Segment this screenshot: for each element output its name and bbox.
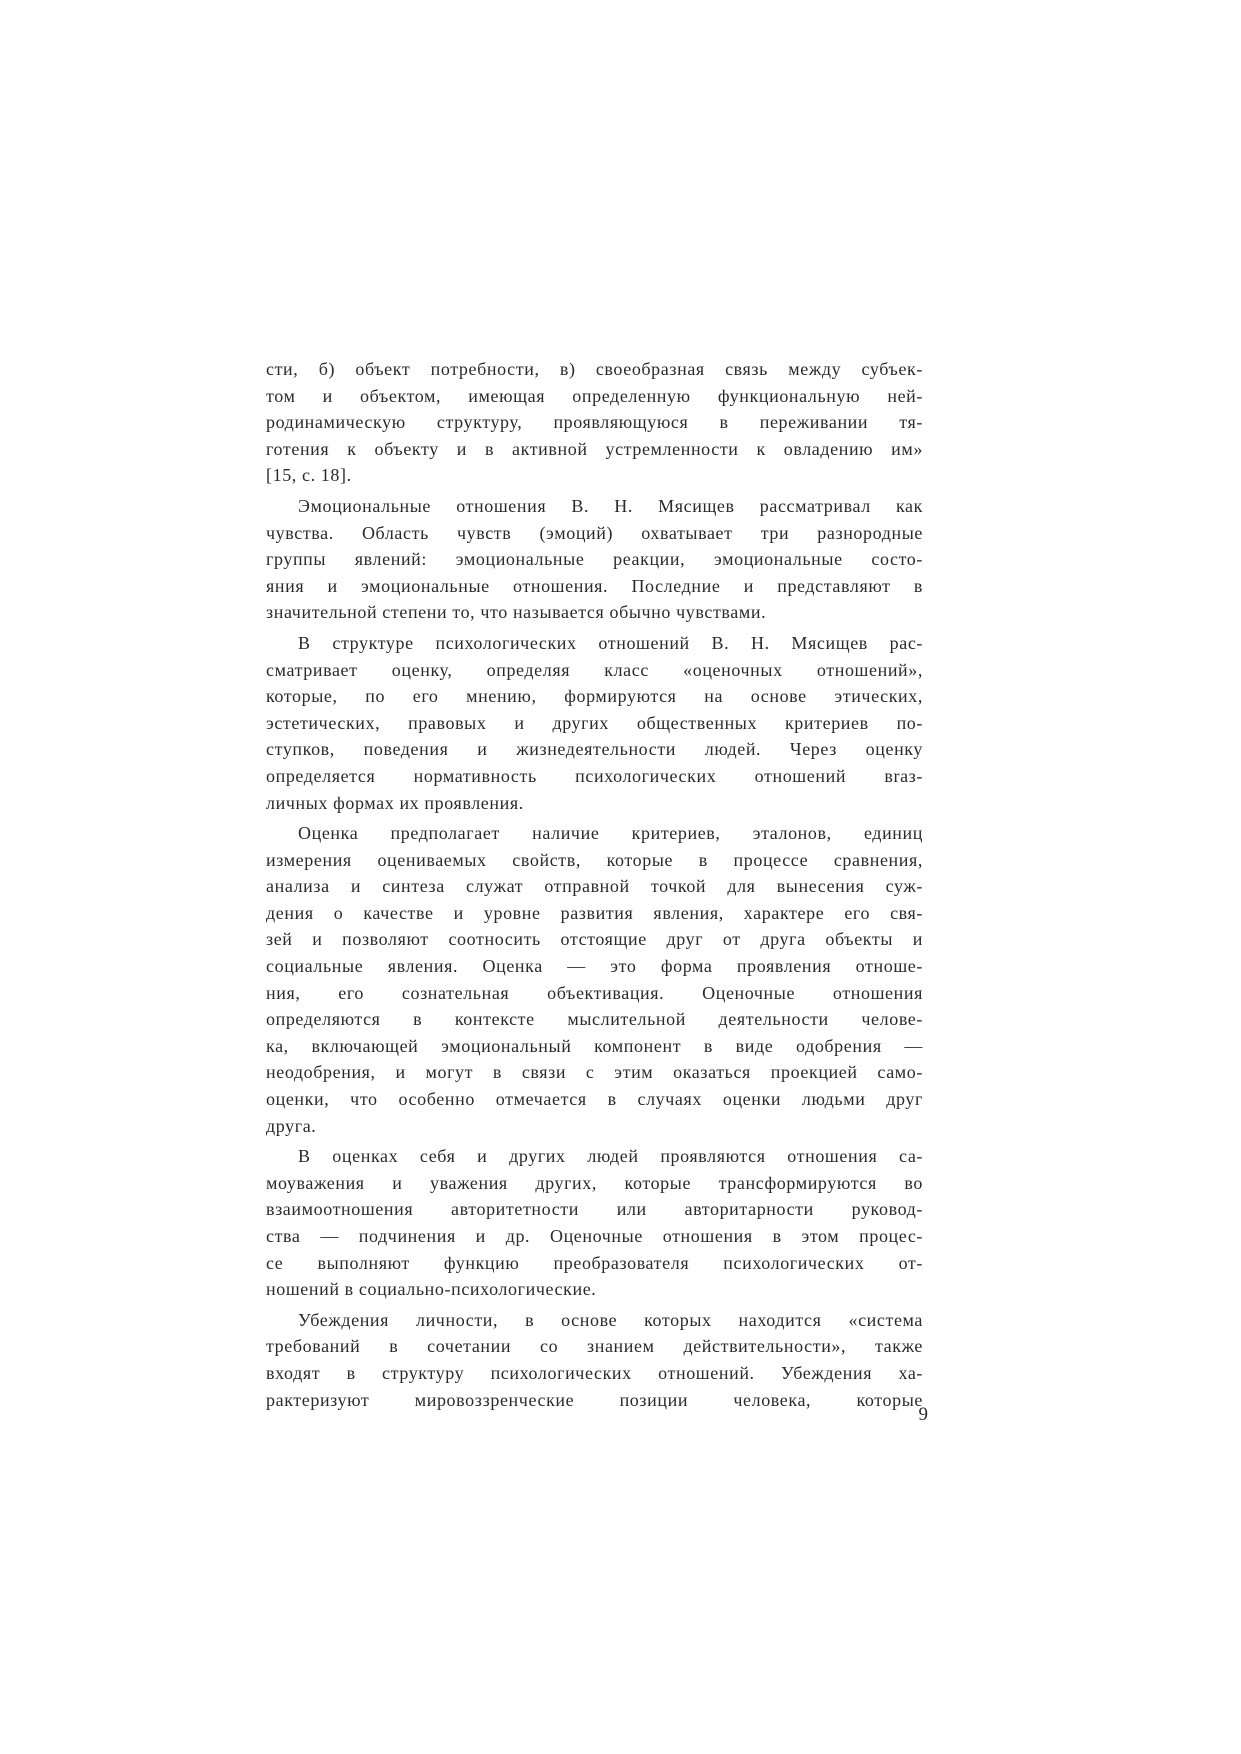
text-line: определяется нормативность психологических отношений вraз- (266, 765, 923, 786)
paragraph-1 (266, 356, 923, 489)
text-line: оценки, что особенно отмечается в случаях оценки людьми друг (266, 1089, 923, 1110)
page-number: 9 (918, 1404, 928, 1425)
text-line: социальные явления. Оценка — это форма проявления отноше- (266, 956, 923, 977)
text-line: эстетических, правовых и других общественных критериев по- (266, 712, 923, 733)
text-line: взаимоотношения авторитетности или авторитарности руковод- (266, 1199, 923, 1220)
text-line: Оценка предполагает наличие критериев, эталонов, единиц (298, 823, 923, 844)
text-line: личных формах их проявления. (266, 792, 524, 813)
text-line: ношений в социально-психологические. (266, 1279, 597, 1300)
text-line: яния и эмоциональные отношения. Последние и представляют в (266, 575, 923, 596)
body-text (266, 356, 923, 1413)
text-line: моуважения и уважения других, которые трансформируются во (266, 1172, 923, 1193)
text-line: значительной степени то, что называется обычно чувствами. (266, 602, 767, 623)
text-line: В оценках себя и других людей проявляются отношения са- (298, 1146, 923, 1167)
text-line: ка, включающей эмоциональный компонент в виде одобрения — (266, 1035, 923, 1056)
paragraph-3 (266, 630, 923, 816)
text-line: входят в структуру психологических отношений. Убеждения ха- (266, 1362, 923, 1383)
text-line: определяются в контексте мыслительной деятельности челове- (266, 1009, 923, 1030)
text-line: зей и позволяют соотносить отстоящие друг от друга объекты и (266, 929, 923, 950)
paragraph-2 (266, 493, 923, 626)
paragraph-5 (266, 1143, 923, 1303)
text-line: готения к объекту и в активной устремленности к овладению им» (266, 438, 923, 459)
text-line: чувства. Область чувств (эмоций) охватывает три разнородные (266, 522, 923, 543)
text-line: В структуре психологических отношений В. Н. Мясищев рас- (298, 632, 923, 653)
text-line: сти, б) объект потребности, в) своеобразная связь между субъек- (266, 359, 923, 379)
text-line: рактеризуют мировоззренческие позиции человека, которые (266, 1389, 923, 1410)
text-line: [15, с. 18]. (266, 465, 352, 486)
paragraph-6 (266, 1307, 923, 1413)
text-line: неодобрения, и могут в связи с этим оказаться проекцией само- (266, 1062, 923, 1083)
text-line: родинамическую структуру, проявляющуюся в переживании тя- (266, 412, 923, 433)
text-line: Убеждения личности, в основе которых находится «система (298, 1309, 923, 1330)
text-line: друга. (266, 1115, 317, 1136)
text-line: измерения оцениваемых свойств, которые в процессе сравнения, (266, 849, 923, 870)
text-line: дения о качестве и уровне развития явления, характере его свя- (266, 902, 923, 923)
text-line: анализа и синтеза служат отправной точкой для вынесения суж- (266, 876, 923, 897)
text-line: том и объектом, имеющая определенную функциональную ней- (266, 385, 923, 406)
text-line: ния, его сознательная объективация. Оценочные отношения (266, 982, 923, 1003)
text-line: группы явлений: эмоциональные реакции, эмоциональные состо- (266, 549, 923, 570)
text-line: сматривает оценку, определяя класс «оценочных отношений», (266, 659, 923, 680)
text-line: ступков, поведения и жизнедеятельности людей. Через оценку (266, 739, 923, 760)
text-line: Эмоциональные отношения В. Н. Мясищев рассматривал как (298, 495, 923, 516)
paragraph-4 (266, 820, 923, 1139)
text-line: требований в сочетании со знанием действительности», также (266, 1336, 923, 1357)
text-line: ства — подчинения и др. Оценочные отношения в этом процес- (266, 1226, 923, 1246)
text-line: которые, по его мнению, формируются на основе этических, (266, 686, 923, 707)
text-line: се выполняют функцию преобразователя психологических от- (266, 1252, 923, 1273)
